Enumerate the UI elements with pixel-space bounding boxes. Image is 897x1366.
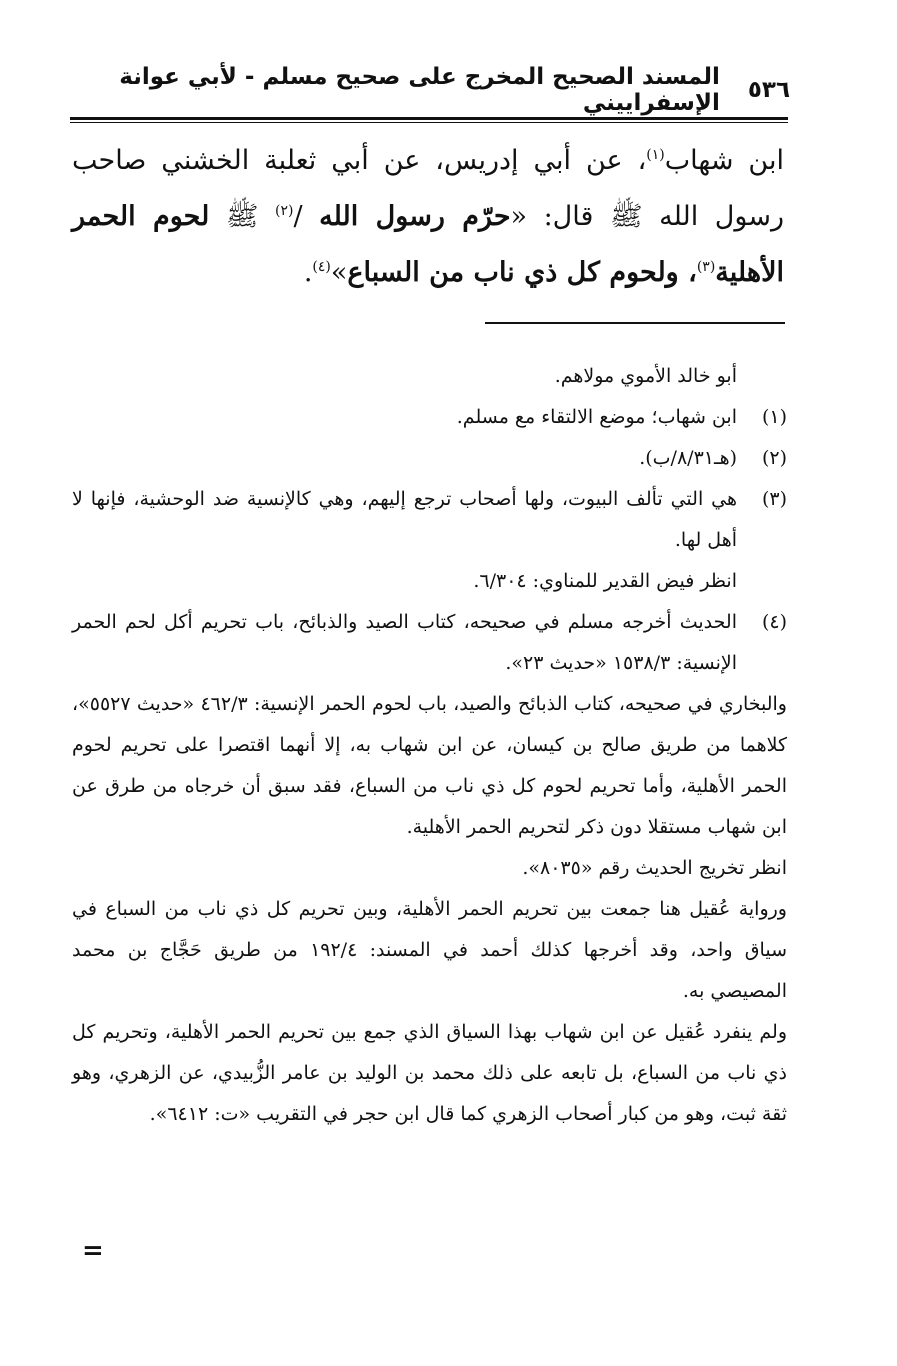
footnote-text: الحديث أخرجه مسلم في صحيحه، كتاب الصيد والذبائح، باب تحريم أكل لحم الحمر الإنسية: ١٥٣٨/٣ «حديث ٢٣». (72, 611, 737, 674)
main-text-part: . (303, 257, 313, 288)
footnote-ref: (٢) (275, 203, 294, 219)
footnote-paragraph: ولم ينفرد عُقيل عن ابن شهاب بهذا السياق الذي جمع بين تحريم الحمر الأهلية، وتحريم كل ذي ناب من السباع، بل تابعه على ذلك محمد بن الوليد بن عامر الزُّبيدي، عن الزهري، وهو ثقة ثبت، وهو من كبار أصحاب الزهري كما قال ابن حجر في التقريب «ت: ٦٤١٢». (72, 1021, 787, 1125)
footnote-text: انظر فيض القدير للمناوي: ٦/٣٠٤. (473, 570, 737, 592)
footnote-paragraph: والبخاري في صحيحه، كتاب الذبائح والصيد، باب لحوم الحمر الإنسية: ٤٦٢/٣ «حديث ٥٥٢٧»، كلاهما من طريق صالح بن كيسان، عن ابن شهاب به، إلا أنهما اقتصرا على تحريم لحوم الحمر الأهلية، وأما تحريم لحوم كل ذي ناب من السباع، فقد سبق أن خرجاه من طرق عن ابن شهاب مستقلا دون ذكر لتحريم الحمر الأهلية. (72, 693, 787, 838)
footnote-paragraph: انظر تخريج الحديث رقم «٨٠٣٥». (522, 857, 787, 879)
main-text-part: ، عن أبي إدريس، عن أبي ثعلبة الخشني صاحب رسول الله ﷺ قال: « (72, 145, 784, 232)
footnote-separator (485, 322, 785, 324)
page-number: ٥٣٦ (747, 77, 790, 103)
main-text-part: / (293, 201, 320, 232)
header-rule (70, 117, 788, 120)
hadith-text: لحوم الحمر الأهلية (72, 201, 784, 288)
continuation-mark: = (82, 1236, 104, 1266)
footnote-number: (٤) (761, 611, 787, 633)
footnote-number: (٢) (761, 447, 787, 469)
hadith-text: حرّم رسول الله (319, 201, 511, 232)
footnote-4 (72, 602, 787, 684)
header-title: المسند الصحيح المخرج على صحيح مسلم - لأبي عوانة الإسفراييني (119, 64, 720, 116)
footnote-number: (٣) (761, 488, 787, 510)
main-text (72, 133, 784, 301)
footnote-ref: (٤) (312, 259, 331, 275)
footnote-ref: (٣) (696, 259, 716, 275)
main-text-part: ﷺ (209, 201, 276, 232)
main-text-part: » (330, 257, 348, 288)
footnote-ref: (١) (646, 147, 665, 163)
hadith-text: ، ولحوم كل ذي ناب من السباع (347, 257, 697, 288)
main-text-part: ابن شهاب (664, 145, 785, 176)
footnote-text: هي التي تألف البيوت، ولها أصحاب ترجع إليهم، وهي كالإنسية ضد الوحشية، فإنها لا أهل لها. (72, 488, 737, 551)
footnote-continuation: أبو خالد الأموي مولاهم. (554, 365, 737, 387)
footnote-number: (١) (761, 406, 787, 428)
footnote-2 (72, 438, 787, 479)
footnote-1 (72, 397, 787, 438)
footnotes (72, 356, 787, 1135)
footnote-text: ابن شهاب؛ موضع الالتقاء مع مسلم. (456, 406, 737, 428)
footnote-paragraph: ورواية عُقيل هنا جمعت بين تحريم الحمر الأهلية، وبين تحريم كل ذي ناب من السباع في سياق واحد، وقد أخرجها كذلك أحمد في المسند: ١٩٢/٤ من طريق حَجَّاج بن محمد المصيصي به. (72, 898, 787, 1002)
footnote-text: (هـ٨/٣١/ب). (639, 447, 737, 469)
running-header (70, 64, 790, 116)
header-rule-thin (70, 122, 788, 123)
footnote-3 (72, 479, 787, 602)
